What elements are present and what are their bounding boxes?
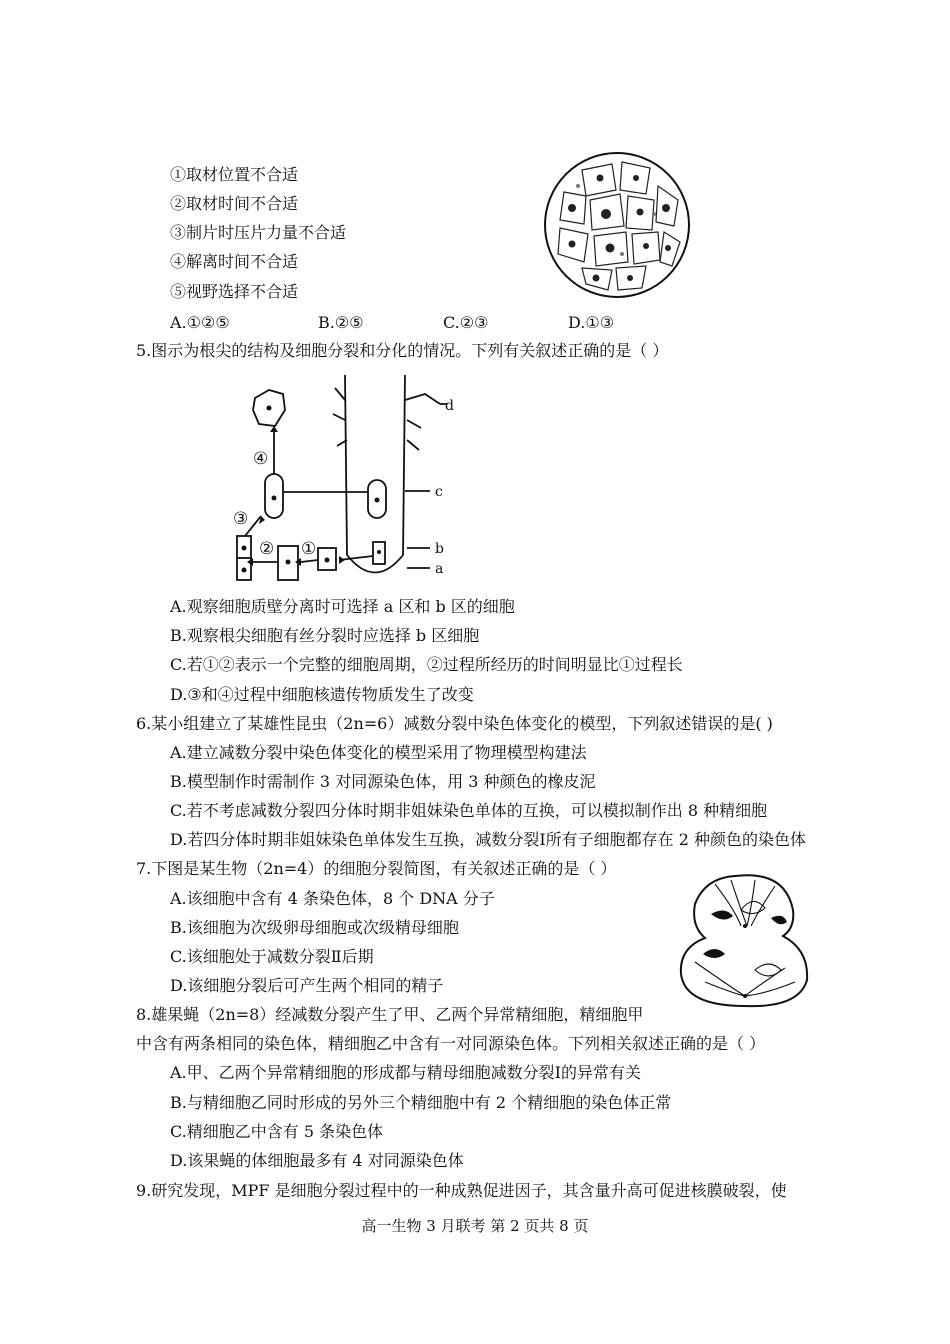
q5-option-b: B.观察根尖细胞有丝分裂时应选择 b 区细胞 (170, 626, 480, 645)
q5-option-d: D.③和④过程中细胞核遗传物质发生了改变 (170, 685, 474, 704)
q6-option-c: C.若不考虑减数分裂四分体时期非姐妹染色单体的互换，可以模拟制作出 8 种精细胞 (170, 801, 768, 820)
q8-option-a: A.甲、乙两个异常精细胞的形成都与精母细胞减数分裂Ⅰ的异常有关 (170, 1063, 641, 1082)
q4-item-1: ①取材位置不合适 (170, 165, 299, 184)
q6-option-b: B.模型制作时需制作 3 对同源染色体，用 3 种颜色的橡皮泥 (170, 772, 596, 791)
q7-option-a: A.该细胞中含有 4 条染色体，8 个 DNA 分子 (170, 889, 495, 908)
q4-item-3: ③制片时压片力量不合适 (170, 223, 347, 242)
q8-stem-line2: 中含有两条相同的染色体，精细胞乙中含有一对同源染色体。下列相关叙述正确的是（ ） (136, 1034, 766, 1053)
root-tip-micrograph-figure (542, 150, 692, 300)
zone-label-b: b (435, 541, 444, 557)
q4-item-4: ④解离时间不合适 (170, 252, 299, 271)
q5-stem: 5.图示为根尖的结构及细胞分裂和分化的情况。下列有关叙述正确的是（ ） (136, 341, 669, 360)
q5-option-a: A.观察细胞质壁分离时可选择 a 区和 b 区的细胞 (170, 597, 515, 616)
q6-option-a: A.建立减数分裂中染色体变化的模型采用了物理模型构建法 (170, 743, 587, 762)
step-2-label: ② (259, 539, 275, 559)
q4-option-b: B.②⑤ (318, 313, 364, 332)
q6-option-d: D.若四分体时期非姐妹染色单体发生互换，减数分裂Ⅰ所有子细胞都存在 2 种颜色的染色体 (170, 830, 807, 849)
step-4-label: ④ (253, 449, 269, 469)
q4-option-c: C.②③ (443, 313, 489, 332)
q4-item-2: ②取材时间不合适 (170, 194, 299, 213)
q7-option-c: C.该细胞处于减数分裂Ⅱ后期 (170, 947, 374, 966)
q5-option-c: C.若①②表示一个完整的细胞周期，②过程所经历的时间明显比①过程长 (170, 655, 683, 674)
q4-option-a: A.①②⑤ (170, 313, 230, 332)
q7-option-d: D.该细胞分裂后可产生两个相同的精子 (170, 976, 444, 995)
page-footer: 高一生物 3 月联考 第 2 页共 8 页 (361, 1217, 589, 1235)
zone-label-d: d (445, 398, 454, 414)
q8-option-c: C.精细胞乙中含有 5 条染色体 (170, 1122, 384, 1141)
step-1-label: ① (301, 539, 317, 559)
q9-stem: 9.研究发现，MPF 是细胞分裂过程中的一种成熟促进因子，其含量升高可促进核膜破裂，使 (136, 1181, 787, 1200)
zone-label-c: c (435, 484, 443, 500)
root-tip-diagram-figure (225, 370, 465, 585)
q4-item-5: ⑤视野选择不合适 (170, 282, 299, 301)
q4-option-d: D.①③ (568, 313, 615, 332)
cell-division-figure (675, 870, 815, 1010)
step-3-label: ③ (233, 509, 249, 529)
q6-stem: 6.某小组建立了某雄性昆虫（2n=6）减数分裂中染色体变化的模型，下列叙述错误的是( ) (136, 714, 773, 733)
q8-option-b: B.与精细胞乙同时形成的另外三个精细胞中有 2 个精细胞的染色体正常 (170, 1093, 672, 1112)
q8-option-d: D.该果蝇的体细胞最多有 4 对同源染色体 (170, 1151, 464, 1170)
q8-stem-line1: 8.雄果蝇（2n=8）经减数分裂产生了甲、乙两个异常精细胞，精细胞甲 (136, 1005, 644, 1024)
q7-option-b: B.该细胞为次级卵母细胞或次级精母细胞 (170, 918, 459, 937)
q7-stem: 7.下图是某生物（2n=4）的细胞分裂简图，有关叙述正确的是（ ） (136, 859, 617, 878)
zone-label-a: a (435, 561, 444, 577)
